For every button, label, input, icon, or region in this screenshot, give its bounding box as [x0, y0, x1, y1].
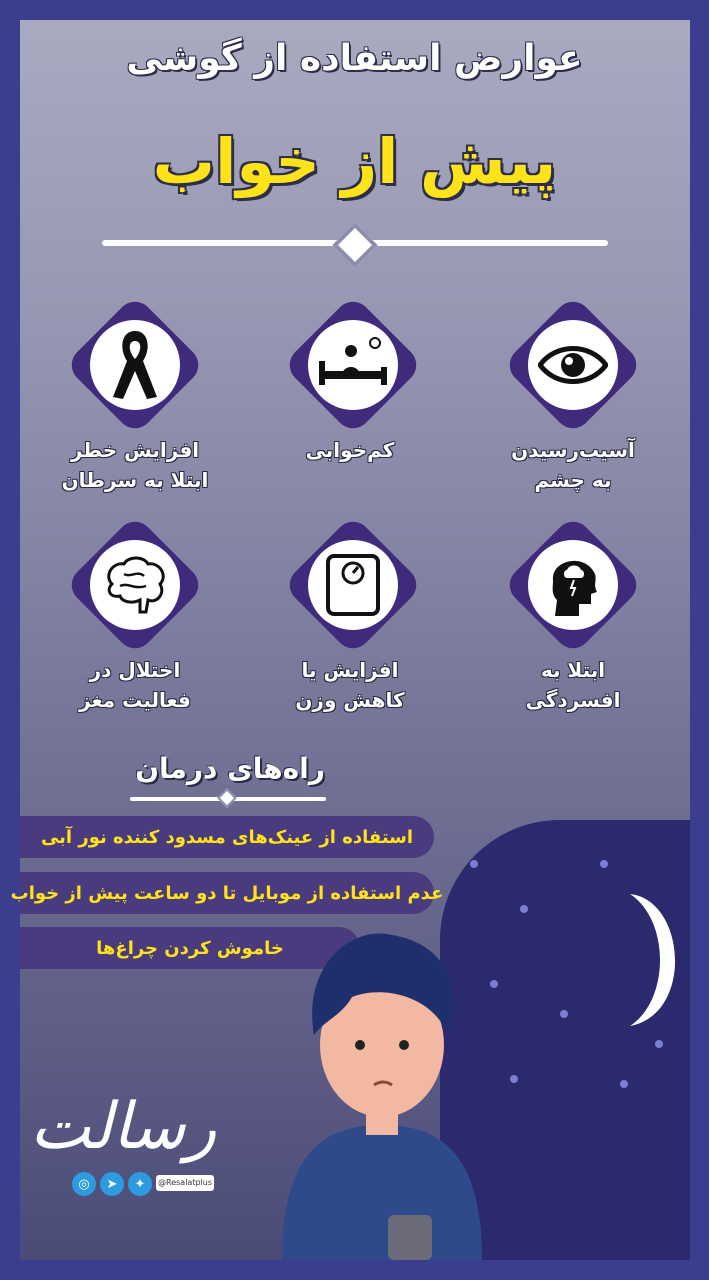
telegram-icon[interactable]: ➤ [100, 1172, 124, 1196]
star [620, 1080, 628, 1088]
person-illustration [262, 925, 502, 1260]
effect-card-eye [498, 290, 648, 440]
sleepless-person-icon [317, 335, 389, 395]
effect-label-cancer: افزایش خطر ابتلا به سرطان [61, 438, 209, 492]
effect-label-brain: اختلال در فعالیت مغز [79, 658, 191, 712]
scale-icon [325, 553, 381, 617]
effect-card-depression [498, 510, 648, 660]
treatment-title: راه‌های درمان [135, 752, 325, 785]
instagram-icon[interactable]: ◎ [72, 1172, 96, 1196]
treatment-item: عدم استفاده از موبایل تا دو ساعت پیش از خواب [20, 872, 434, 914]
star [560, 1010, 568, 1018]
twitter-icon[interactable]: ✦ [128, 1172, 152, 1196]
effect-card-brain [60, 510, 210, 660]
effect-label-insomnia: کم‌خوابی [305, 438, 395, 462]
effect-card-weight [278, 510, 428, 660]
eye-icon [538, 343, 608, 387]
star [510, 1075, 518, 1083]
effect-card-cancer [60, 290, 210, 440]
treatment-item: خاموش کردن چراغ‌ها [20, 927, 360, 969]
star [520, 905, 528, 913]
effect-label-eye: آسیب‌رسیدن به چشم [511, 438, 635, 492]
star [470, 860, 478, 868]
depressed-head-icon [545, 552, 601, 618]
brain-icon [102, 556, 168, 614]
star [655, 1040, 663, 1048]
title-top: عوارض استفاده از گوشی [126, 38, 583, 79]
effect-label-depression: ابتلا به افسردگی [525, 658, 621, 712]
treatment-item: استفاده از عینک‌های مسدود کننده نور آبی [20, 816, 434, 858]
effect-label-weight: افزایش یا کاهش وزن [295, 658, 405, 712]
brand-logo: رسالت [30, 1090, 217, 1164]
star [600, 860, 608, 868]
moon-icon [590, 890, 690, 1030]
title-main: پیش از خواب [152, 125, 557, 198]
effect-card-insomnia [278, 290, 428, 440]
social-handle: @Resalatplus [156, 1175, 214, 1191]
ribbon-icon [107, 327, 163, 403]
